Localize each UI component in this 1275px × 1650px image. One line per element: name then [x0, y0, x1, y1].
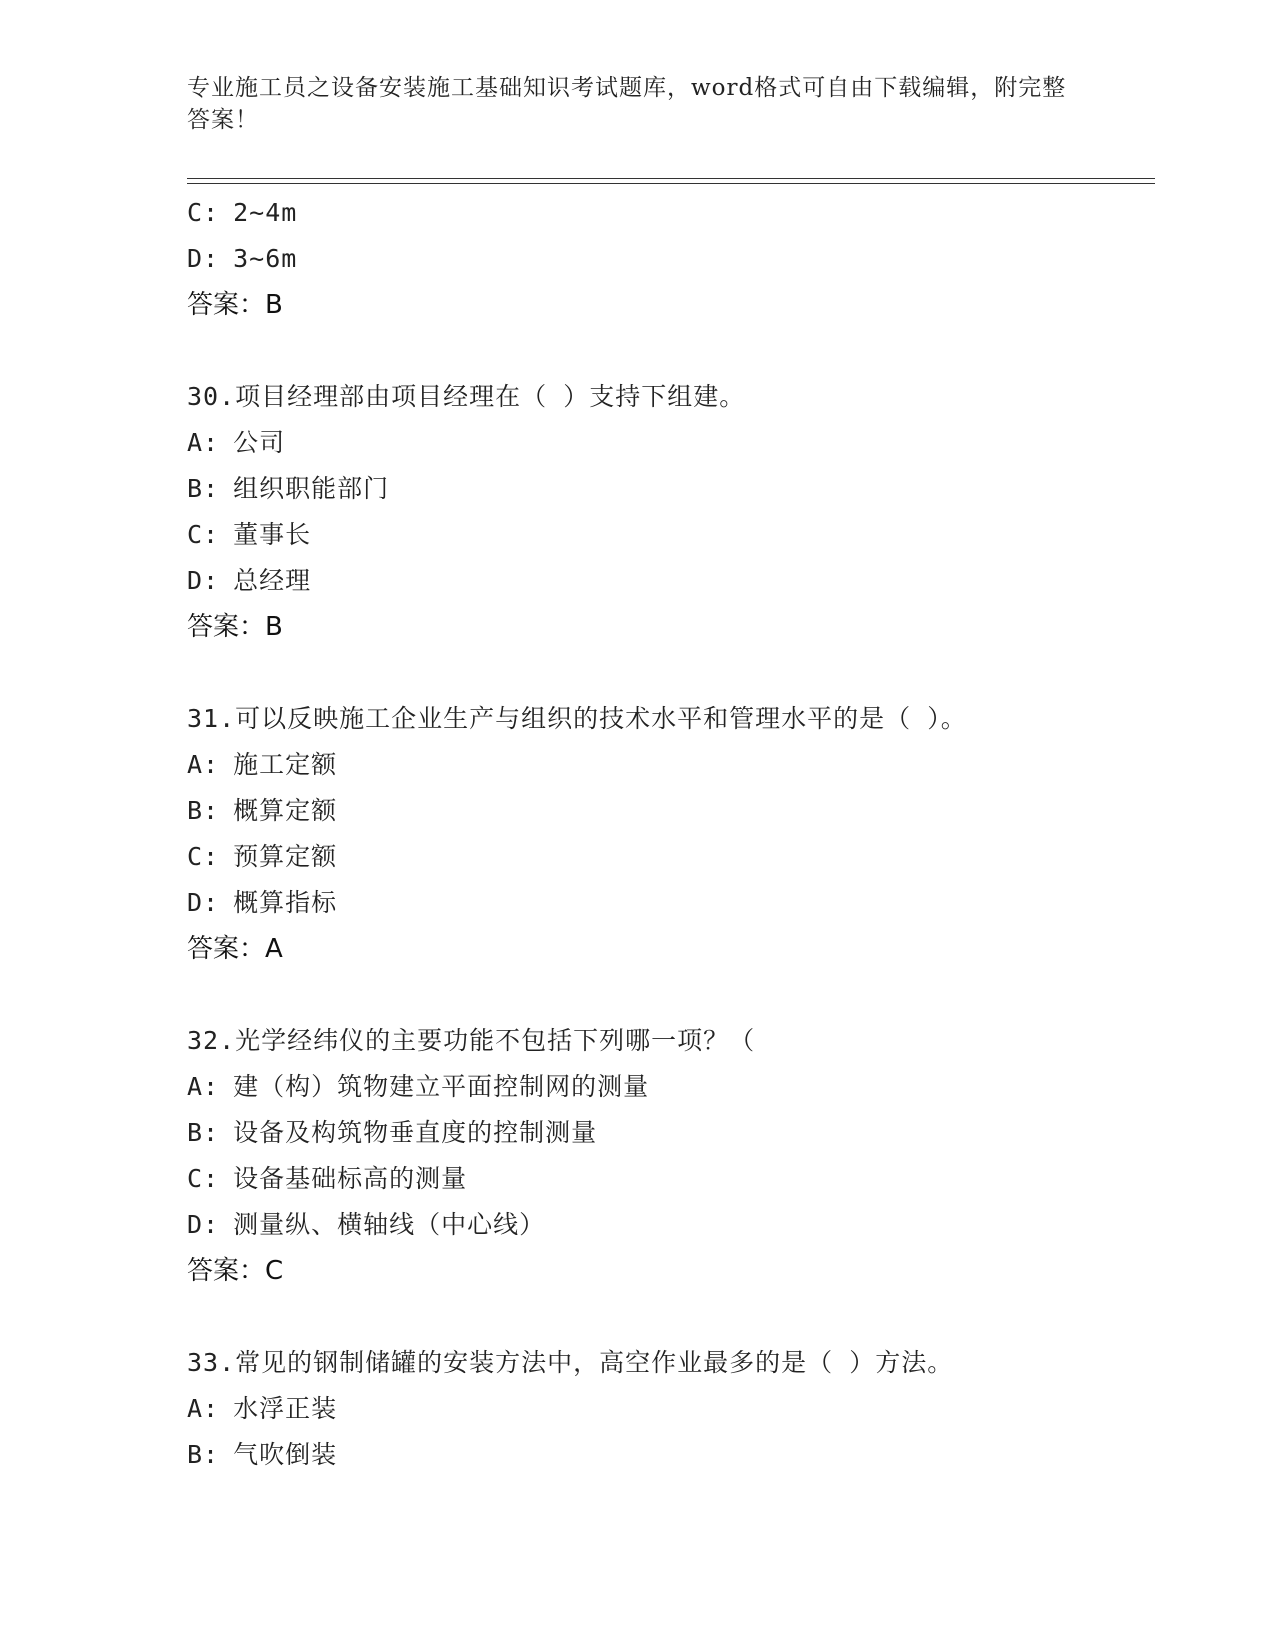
- answer-line: 答案：C: [187, 1256, 284, 1286]
- question-number: 33.: [187, 1348, 236, 1377]
- option-line: [187, 466, 1167, 512]
- option-key: D:: [187, 1210, 220, 1239]
- option-text: 3~6m: [233, 244, 298, 273]
- option-line: [187, 1064, 1167, 1110]
- option-line: [187, 880, 1167, 926]
- answer-line: 答案：B: [187, 612, 283, 642]
- option-line: [187, 1202, 1167, 1248]
- option-key: B:: [187, 796, 220, 825]
- option-line: [187, 190, 1167, 236]
- question-list: [187, 190, 1167, 1478]
- question-number: 31.: [187, 704, 236, 733]
- question-text: 项目经理部由项目经理在（ ）支持下组建。: [235, 382, 746, 411]
- question-33: [187, 1340, 1167, 1478]
- option-key: C:: [187, 842, 220, 871]
- option-key: D:: [187, 244, 220, 273]
- question-stem: [187, 1340, 1167, 1386]
- option-text: 公司: [233, 428, 286, 457]
- option-line: [187, 512, 1167, 558]
- question-text: 常见的钢制储罐的安装方法中，高空作业最多的是（ ）方法。: [235, 1348, 954, 1377]
- question-stem: [187, 1018, 1167, 1064]
- option-text: 测量纵、横轴线（中心线）: [233, 1210, 546, 1239]
- option-text: 预算定额: [233, 842, 338, 871]
- option-text: 气吹倒装: [233, 1440, 338, 1469]
- question-number: 32.: [187, 1026, 236, 1055]
- header-divider-top: [187, 178, 1155, 179]
- option-text: 设备及构筑物垂直度的控制测量: [233, 1118, 598, 1147]
- option-text: 建（构）筑物建立平面控制网的测量: [233, 1072, 650, 1101]
- option-key: A:: [187, 428, 220, 457]
- option-key: B:: [187, 474, 220, 503]
- option-line: [187, 1156, 1167, 1202]
- question-stem: [187, 374, 1167, 420]
- question-text: 光学经纬仪的主要功能不包括下列哪一项？（: [235, 1026, 756, 1055]
- option-text: 水浮正装: [233, 1394, 338, 1423]
- option-text: 总经理: [233, 566, 312, 595]
- header-divider-bottom: [187, 183, 1155, 184]
- option-text: 2~4m: [233, 198, 298, 227]
- question-text: 可以反映施工企业生产与组织的技术水平和管理水平的是（ ）。: [235, 704, 967, 733]
- question-30: [187, 374, 1167, 650]
- answer-line: 答案：A: [187, 934, 283, 964]
- option-key: D:: [187, 566, 220, 595]
- option-key: C:: [187, 520, 220, 549]
- option-text: 设备基础标高的测量: [233, 1164, 468, 1193]
- option-line: [187, 420, 1167, 466]
- option-key: A:: [187, 1394, 220, 1423]
- option-line: [187, 1386, 1167, 1432]
- option-key: D:: [187, 888, 220, 917]
- option-line: [187, 1110, 1167, 1156]
- option-text: 概算指标: [233, 888, 338, 917]
- option-key: B:: [187, 1440, 220, 1469]
- option-key: C:: [187, 1164, 220, 1193]
- document-header: 专业施工员之设备安装施工基础知识考试题库，word格式可自由下载编辑，附完整答案！: [187, 75, 1067, 133]
- question-number: 30.: [187, 382, 236, 411]
- option-text: 组织职能部门: [233, 474, 390, 503]
- option-line: [187, 834, 1167, 880]
- option-key: B:: [187, 1118, 220, 1147]
- option-line: [187, 236, 1167, 282]
- option-line: [187, 742, 1167, 788]
- carryover-block: [187, 190, 1167, 328]
- question-stem: [187, 696, 1167, 742]
- option-line: [187, 788, 1167, 834]
- option-text: 施工定额: [233, 750, 338, 779]
- option-text: 概算定额: [233, 796, 338, 825]
- option-text: 董事长: [233, 520, 312, 549]
- answer-line: 答案：B: [187, 290, 283, 320]
- question-32: [187, 1018, 1167, 1294]
- question-31: [187, 696, 1167, 972]
- option-key: A:: [187, 750, 220, 779]
- option-key: A:: [187, 1072, 220, 1101]
- option-line: [187, 558, 1167, 604]
- option-key: C:: [187, 198, 220, 227]
- option-line: [187, 1432, 1167, 1478]
